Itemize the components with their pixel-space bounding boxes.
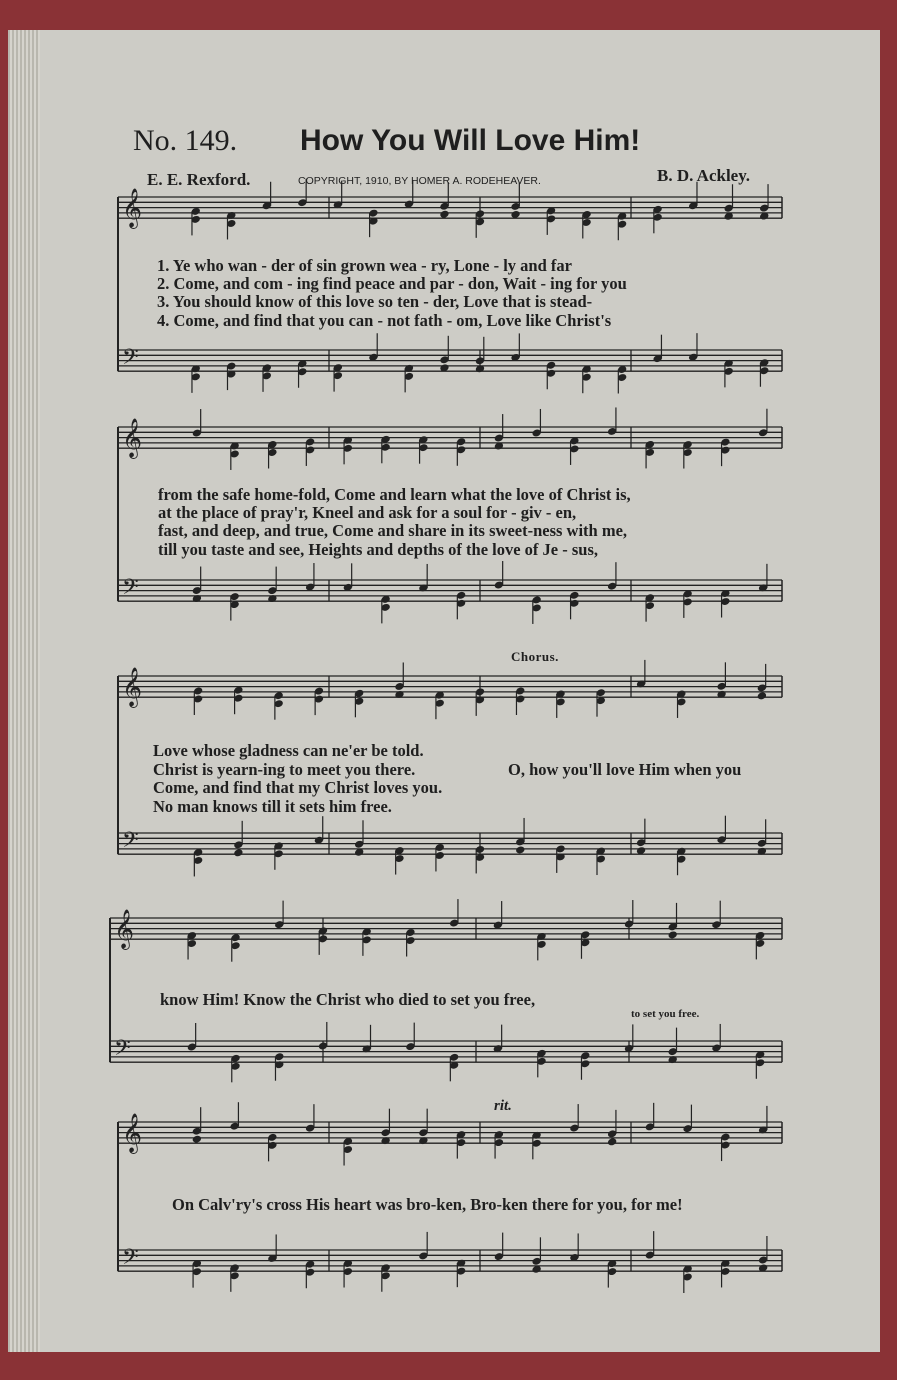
copyright-notice: COPYRIGHT, 1910, BY HOMER A. RODEHEAVER. — [298, 175, 541, 187]
lyric-line: till you taste and see, Heights and depths of the love of Je - sus, — [158, 540, 599, 559]
system-3-bass-note — [233, 848, 243, 857]
system-2-treble-clef-icon: 𝄞 — [122, 418, 143, 458]
lyric-line: No man knows till it sets him free. — [153, 797, 392, 816]
system-5-bass-clef-icon: 𝄢 — [122, 1245, 139, 1275]
lyric-line: Come, and find that my Christ loves you. — [153, 778, 443, 797]
ritardando-mark: rit. — [494, 1098, 512, 1114]
composer-credit: B. D. Ackley. — [657, 166, 751, 185]
system-3-bass-clef-icon: 𝄢 — [122, 828, 139, 858]
system-2-bass-clef-icon: 𝄢 — [122, 575, 139, 605]
lyricist-credit: E. E. Rexford. — [147, 170, 251, 189]
system-1-treble-clef-icon: 𝄞 — [122, 188, 143, 228]
lyric-line: Love whose gladness can ne'er be told. — [153, 741, 424, 760]
system-3-treble-note — [757, 691, 767, 700]
echo-lyric: to set you free. — [631, 1008, 700, 1020]
lyric-line: from the safe home-fold, Come and learn what the love of Christ is, — [158, 485, 631, 504]
hymn-title: How You Will Love Him! — [300, 124, 641, 157]
system-4-bass-clef-icon: 𝄢 — [114, 1036, 131, 1066]
lyric-line: Christ is yearn-ing to meet you there. — [153, 760, 416, 779]
lyric-line: at the place of pray'r, Kneel and ask for a soul for - giv - en, — [158, 503, 577, 522]
system-1-treble-note — [439, 210, 449, 219]
system-5-treble-note — [607, 1137, 617, 1146]
hymn-number: No. 149. — [133, 124, 238, 157]
chorus-lyric-line: O, how you'll love Him when you — [508, 760, 742, 779]
system-1-bass-clef-icon: 𝄢 — [122, 345, 139, 375]
lyric-line: fast, and deep, and true, Come and share in its sweet-ness with me, — [158, 521, 628, 540]
lyric-line: 1. Ye who wan - der of sin grown wea - ry, Lone - ly and far — [157, 256, 572, 275]
lyric-line: On Calv'ry's cross His heart was bro-ken, Bro-ken there for you, for me! — [172, 1195, 683, 1214]
system-5-treble-clef-icon: 𝄞 — [122, 1113, 143, 1153]
system-3-treble-clef-icon: 𝄞 — [122, 667, 143, 707]
lyric-line: 3. You should know of this love so ten - der, Love that is stead- — [157, 292, 593, 311]
system-3-bass-note — [515, 845, 525, 854]
lyric-line: know Him! Know the Christ who died to set you free, — [160, 990, 536, 1009]
system-4-treble-note — [668, 930, 678, 939]
lyric-line: 2. Come, and com - ing find peace and par - don, Wait - ing for you — [157, 274, 627, 293]
chorus-label: Chorus. — [511, 649, 559, 664]
system-5-treble-note — [192, 1135, 202, 1144]
lyric-line: 4. Come, and find that you can - not fath - om, Love like Christ's — [157, 311, 612, 330]
system-4-treble-clef-icon: 𝄞 — [114, 909, 135, 949]
